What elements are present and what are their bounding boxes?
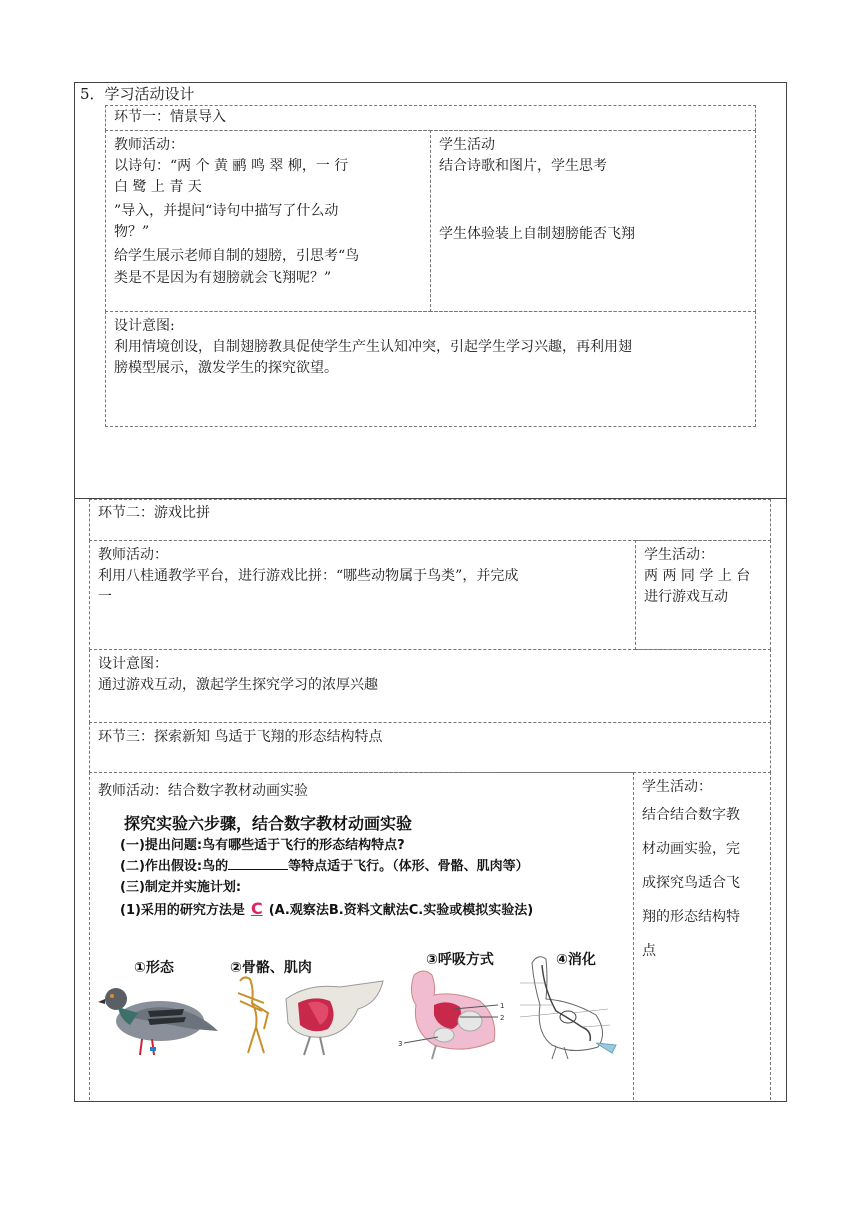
- fig-label-skeleton: ②骨骼、肌肉: [230, 960, 312, 976]
- respiration-figure: [394, 965, 514, 1061]
- digestion-figure: [512, 949, 623, 1061]
- slide-line-question: (一)提出问题:鸟有哪些适于飞行的形态结构特点?: [120, 838, 405, 853]
- stage1-teacher-line: 给学生展示老师自制的翅膀，引思考“鸟: [114, 248, 360, 264]
- stage3-student-line: 结合结合数字教: [642, 807, 740, 823]
- slide-line-plan: (三)制定并实施计划:: [120, 880, 242, 895]
- stage1-teacher-line: 物？”: [114, 224, 150, 240]
- stage2-design-label: 设计意图：: [98, 656, 168, 672]
- stage1-teacher-line: 类是不是因为有翅膀就会飞翔呢？”: [114, 270, 332, 286]
- stage2-title-cell: [89, 499, 771, 541]
- slide-hypothesis-a: (二)作出假设:鸟的: [120, 859, 229, 874]
- slide-method-b: (A.观察法B.资料文献法C.实验或模拟实验法): [268, 903, 534, 918]
- fig-label-shape: ①形态: [134, 960, 174, 976]
- stage3-student-line: 成探究鸟适合飞: [642, 875, 740, 891]
- stage1-design-cell: [105, 311, 756, 427]
- stage3-teacher-cell: [89, 772, 634, 1100]
- slide-method-a: (1)采用的研究方法是: [120, 903, 245, 918]
- stage1-teacher-line: 白 鹭 上 青 天: [114, 179, 202, 195]
- section-title: 5．学习活动设计: [80, 85, 195, 103]
- skeleton-muscle-figure: [228, 973, 388, 1061]
- stage1-student-cell: [430, 130, 756, 312]
- stage3-title-cell: [89, 722, 771, 773]
- pigeon-figure: [98, 969, 223, 1061]
- stage2-teacher-line: 利用八桂通教学平台，进行游戏比拼：“哪些动物属于鸟类”，并完成: [98, 568, 519, 584]
- stage1-title: 环节一：情景导入: [114, 109, 226, 125]
- stage2-design-text: 通过游戏互动，激起学生探究学习的浓厚兴趣: [98, 677, 378, 693]
- fig-label-digestion: ④消化: [556, 952, 596, 968]
- stage1-design-label: 设计意图:: [114, 318, 175, 334]
- slide-heading: 探究实验六步骤，结合数字教材动画实验: [124, 814, 413, 833]
- respiration-mark: 2: [500, 1014, 505, 1022]
- stage3-title: 环节三：探索新知 鸟适于飞翔的形态结构特点: [98, 729, 383, 745]
- stage3-student-cell: [633, 772, 771, 1100]
- stage2-teacher-line: 一: [98, 589, 112, 605]
- method-answer: C: [250, 899, 263, 918]
- slide-hypothesis-b: 等特点适于飞行。（体形、骨骼、肌肉等）: [288, 859, 529, 874]
- stage1-student-line: 结合诗歌和图片，学生思考: [439, 158, 607, 174]
- stage2-title: 环节二：游戏比拼: [98, 505, 210, 521]
- stage1-student-line: 学生体验装上自制翅膀能否飞翔: [439, 226, 635, 242]
- stage2-student-line: 两 两 同 学 上 台: [644, 568, 751, 584]
- stage3-student-line: 材动画实验，完: [642, 841, 740, 857]
- stage1-title-cell: [105, 105, 756, 131]
- stage3-student-line: 翔的形态结构特: [642, 909, 740, 925]
- respiration-mark: 1: [500, 1002, 505, 1010]
- hypothesis-blank: [228, 869, 288, 870]
- respiration-mark: 3: [398, 1040, 403, 1048]
- stage1-teacher-line: ”导入，并提问“诗句中描写了什么动: [114, 203, 339, 219]
- stage3-student-line: 点: [642, 943, 656, 959]
- stage2-student-cell: [635, 540, 771, 650]
- stage3-teacher-label: 教师活动：结合数字教材动画实验: [98, 783, 308, 799]
- slide-line-hypothesis: [120, 857, 529, 877]
- stage2-student-label: 学生活动：: [644, 547, 714, 563]
- slide-line-method: [120, 899, 533, 921]
- stage2-teacher-label: 教师活动：: [98, 547, 168, 563]
- stage1-design-line: 膀模型展示，激发学生的探究欲望。: [114, 360, 338, 376]
- stage1-design-line: 利用情境创设，自制翅膀教具促使学生产生认知冲突，引起学生学习兴趣，再利用翅: [114, 339, 632, 355]
- stage1-teacher-cell: [105, 130, 431, 312]
- stage1-student-label: 学生活动: [439, 137, 495, 153]
- stage2-design-cell: [89, 649, 771, 723]
- stage2-teacher-cell: [89, 540, 636, 650]
- experiment-slide: [98, 809, 623, 1061]
- fig-label-respiration: ③呼吸方式: [426, 952, 494, 968]
- stage3-student-label: 学生活动：: [642, 779, 712, 795]
- stage2-student-line: 进行游戏互动: [644, 589, 728, 605]
- stage1-teacher-label: 教师活动：: [114, 137, 184, 153]
- stage1-teacher-line: 以诗句：“两 个 黄 鹂 鸣 翠 柳，一 行: [114, 158, 349, 174]
